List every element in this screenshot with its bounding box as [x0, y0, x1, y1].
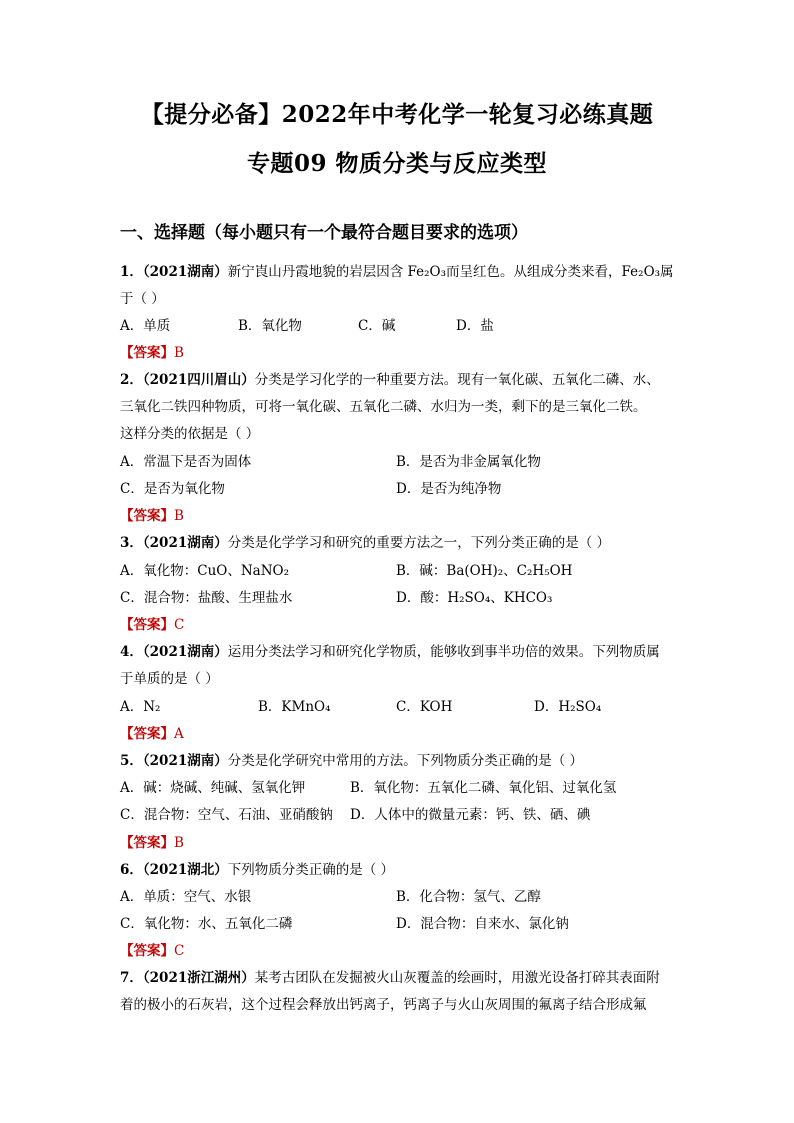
answer-label: 【答案】 — [120, 617, 174, 633]
answer-label: 【答案】 — [120, 726, 174, 742]
question-text: 分类是学习化学的一种重要方法。现有一氧化碳、五氧化二磷、水、 — [254, 372, 660, 388]
question-text: 分类是化学研究中常用的方法。下列物质分类正确的是（ ） — [227, 753, 584, 769]
option-c: C．氧化物：水、五氧化二磷 — [120, 916, 293, 932]
option-b: B．KMnO₄ — [258, 699, 331, 715]
option-a: A．单质 — [120, 318, 171, 334]
option-b: B．是否为非金属氧化物 — [396, 454, 541, 470]
question-source: （2021湖南） — [142, 535, 228, 551]
question-5-line-1 — [120, 749, 680, 769]
answer-label: 【答案】 — [120, 345, 174, 361]
option-c: C．混合物：盐酸、生理盐水 — [120, 590, 293, 606]
question-4-line-1 — [120, 640, 680, 660]
option-b: B．氧化物：五氧化二磷、氧化铝、过氧化氢 — [350, 780, 617, 796]
question-number: 7． — [120, 970, 143, 986]
question-text: 新宁崀山丹霞地貌的岩层因含 Fe₂O₃而呈红色。从组成分类来看，Fe₂O₃属 — [227, 264, 674, 280]
answer-3 — [120, 613, 680, 633]
question-source: （2021湖南） — [142, 753, 228, 769]
question-6-line-1 — [120, 858, 680, 878]
option-d: D．是否为纯净物 — [396, 481, 502, 497]
option-a: A．常温下是否为固体 — [120, 454, 252, 470]
answer-1 — [120, 341, 680, 361]
section-heading: 一、选择题（每小题只有一个最符合题目要求的选项） — [120, 223, 528, 243]
question-text: 运用分类法学习和研究化学物质，能够收到事半功倍的效果。下列物质属 — [227, 644, 660, 660]
question-source: （2021湖南） — [142, 644, 228, 660]
answer-4 — [120, 722, 680, 742]
option-b: B．化合物：氢气、乙醇 — [396, 889, 541, 905]
question-2-line-1 — [120, 368, 680, 388]
answer-value: C — [174, 617, 185, 633]
answer-6 — [120, 939, 680, 959]
question-text: 下列物质分类正确的是（ ） — [227, 862, 395, 878]
answer-label: 【答案】 — [120, 508, 174, 524]
question-number: 3． — [120, 535, 143, 551]
answer-value: B — [174, 345, 184, 361]
option-d: D．混合物：自来水、氯化钠 — [396, 916, 569, 932]
question-number: 5． — [120, 753, 143, 769]
option-d: D．盐 — [456, 318, 494, 334]
question-2-line-2: 三氧化二铁四种物质，可将一氧化碳、五氧化二磷、水归为一类，剩下的是三氧化二铁。 — [120, 399, 647, 415]
option-a: A．N₂ — [120, 699, 161, 715]
answer-value: B — [174, 835, 184, 851]
question-source: （2021湖北） — [142, 862, 228, 878]
answer-label: 【答案】 — [120, 835, 174, 851]
answer-label: 【答案】 — [120, 943, 174, 959]
question-number: 4． — [120, 644, 143, 660]
question-number: 1． — [120, 264, 143, 280]
option-c: C．混合物：空气、石油、亚硝酸钠 — [120, 807, 333, 823]
document-title: 【提分必备】2022年中考化学一轮复习必练真题 — [140, 101, 654, 128]
option-a: A．单质：空气、水银 — [120, 889, 252, 905]
question-1-line-2: 于（ ） — [120, 291, 165, 307]
question-text: 某考古团队在发掘被火山灰覆盖的绘画时，用激光设备打碎其表面附 — [254, 970, 660, 986]
answer-value: A — [174, 726, 184, 742]
question-1-line-1 — [120, 260, 680, 280]
option-c: C．是否为氧化物 — [120, 481, 225, 497]
option-a: A．碱：烧碱、纯碱、氢氧化钾 — [120, 780, 306, 796]
option-d: D．H₂SO₄ — [534, 699, 602, 715]
question-text: 分类是化学学习和研究的重要方法之一，下列分类正确的是（ ） — [227, 535, 611, 551]
question-3-line-1 — [120, 531, 680, 551]
question-4-line-2: 于单质的是（ ） — [120, 671, 219, 687]
question-source: （2021湖南） — [142, 264, 228, 280]
document-subtitle: 专题09 物质分类与反应类型 — [246, 150, 547, 177]
option-d: D．人体中的微量元素：钙、铁、硒、碘 — [350, 807, 591, 823]
answer-2 — [120, 504, 680, 524]
question-2-line-3: 这样分类的依据是（ ） — [120, 426, 260, 442]
option-c: C．KOH — [396, 699, 453, 715]
question-7-line-1 — [120, 966, 680, 986]
question-number: 6． — [120, 862, 143, 878]
option-b: B．氧化物 — [238, 318, 302, 334]
question-7-line-2: 着的极小的石灰岩，这个过程会释放出钙离子，钙离子与火山灰周围的氟离子结合形成氟 — [120, 997, 647, 1013]
answer-5 — [120, 831, 680, 851]
option-c: C．碱 — [358, 318, 396, 334]
answer-value: B — [174, 508, 184, 524]
option-b: B．碱：Ba(OH)₂、C₂H₅OH — [396, 563, 573, 579]
option-a: A．氧化物：CuO、NaNO₂ — [120, 563, 289, 579]
answer-value: C — [174, 943, 185, 959]
option-d: D．酸：H₂SO₄、KHCO₃ — [396, 590, 553, 606]
question-number: 2． — [120, 372, 143, 388]
question-source: （2021浙江湖州） — [142, 970, 255, 986]
question-source: （2021四川眉山） — [142, 372, 255, 388]
